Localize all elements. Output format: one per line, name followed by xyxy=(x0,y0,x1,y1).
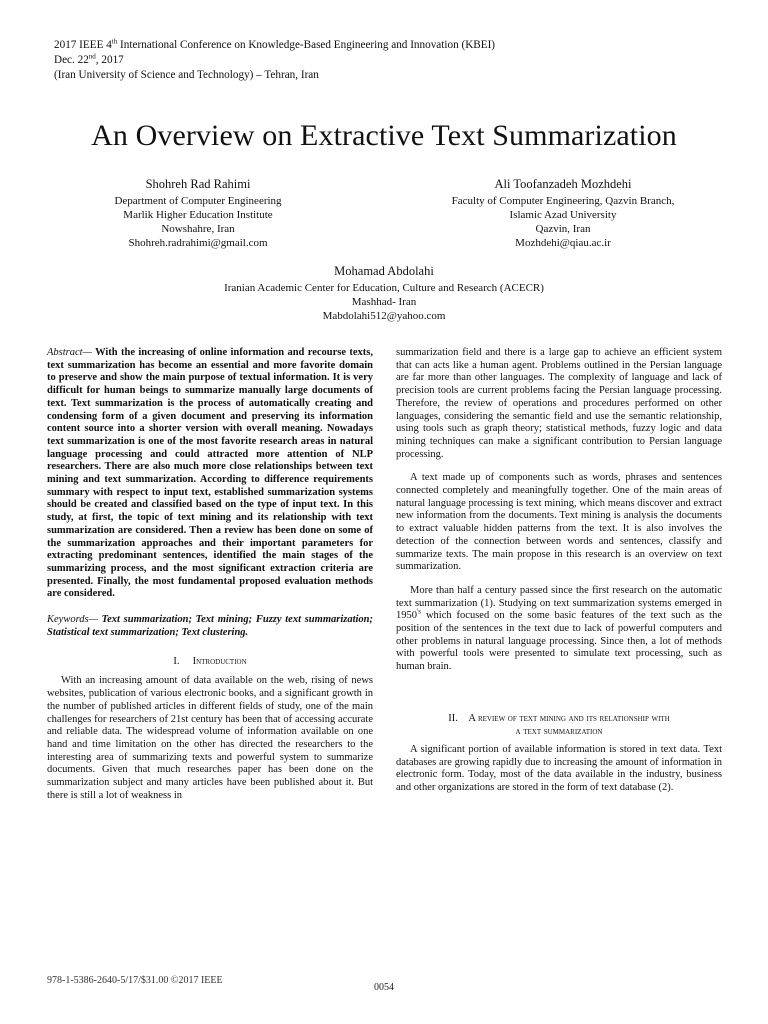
section-number: II. xyxy=(448,712,458,724)
author-affiliation: Marlik Higher Education Institute xyxy=(123,209,273,221)
author-name: Ali Toofanzadeh Mozhdehi xyxy=(494,177,632,191)
conference-name: 2017 IEEE 4th International Conference on Knowledge-Based Engineering and Innovation (KBEI) xyxy=(54,37,496,51)
keywords-text: Text summarization; Text mining; Fuzzy text summarization; Statistical text summarization; Text clustering. xyxy=(47,614,373,638)
paragraph: More than half a century passed since the first research on the automatic text summarization (1). Studying on text summarization systems emerged in $1950^{'s}$ which focused on the some basic features of the text such as the position of the sentences in the text due to lack of powerful computers and other problems in natural language processing. Since then, a lot of methods with powerful tools were presented to simulate text processing, such as human brain. xyxy=(396,584,722,673)
page-number: 0054 xyxy=(374,982,394,993)
paragraph: A significant portion of available information is stored in text data. Text databases are growing rapidly due to increasing the amount of information in electronic form. Today, most of the data available in the industry, business and other organizations are stored in the form of text database (2). xyxy=(396,743,722,793)
author-name: Mohamad Abdolahi xyxy=(334,264,434,278)
author-block-3 xyxy=(184,263,584,323)
keywords xyxy=(47,614,373,639)
paper-title: An Overview on Extractive Text Summarization xyxy=(91,119,677,152)
copyright-notice: 978-1-5386-2640-5/17/$31.00 ©2017 IEEE xyxy=(47,975,223,986)
author-email[interactable]: Mozhdehi@qiau.ac.ir xyxy=(515,237,611,249)
conference-date: Dec. 22nd, 2017 xyxy=(54,52,124,66)
author-affiliation: Islamic Azad University xyxy=(509,209,617,221)
abstract-label: Abstract— xyxy=(47,347,92,358)
conference-header xyxy=(54,38,495,83)
left-column xyxy=(47,347,373,803)
author-affiliation: Faculty of Computer Engineering, Qazvin Branch, xyxy=(451,195,675,207)
abstract-text: With the increasing of online information and recourse texts, text summarization has become an essential and more favorite domain to preserve and show the main purpose of textual information. It is very difficult for human beings to summarize manually large documents of text. Text summarization is the process of automatically creating and condensing form of a given document and preserving its information content source into a shorter version with overall meaning. Nowadays text summarization is one of the most favorite research areas in natural language processing and could attracted more attention of NLP researchers. There are also much more close relationships between text mining and text summarization. According to difference requirements summary with respect to input text, established summarization systems should be created and classified based on the type of input text. In this study, at first, the topic of text mining and its relationship with text summarization are considered. Then a review has been done on some of the summarization approaches and their important parameters for extracting predominant sentences, identified the main stages of the summarizing process, and the most significant extraction criteria are presented. Finally, the most fundamental proposed evaluation methods are considered. xyxy=(47,347,373,600)
author-affiliation: Iranian Academic Center for Education, Culture and Research (ACECR) xyxy=(224,282,544,294)
paragraph: A text made up of components such as words, phrases and sentences connected completely and meaningfully together. One of the main areas of natural language processing is text mining, which means discover and extract new information from the documents. Text mining is analysis the documents to extract valuable hidden patterns from the text. It is also involves the detection of the connection between words and sentences, classify and summarize texts. The main propose in this research is an overview on text summarization. xyxy=(396,472,722,573)
author-block-1 xyxy=(63,176,333,250)
paragraph: With an increasing amount of data available on the web, rising of news websites, publication of various electronic books, and a significant growth in the number of published articles in different fields of study, one of the main challenges for researchers of 21st century has been that of accessing accurate and reliable data. The widespread volume of information available on one hand and time limitation on the other has directed the researchers to the interesting area of summarizing texts and powerful system to summarize documents. Given that much researches paper has been done on the summarization subject and many articles have been published about it. But there is still a lot of weakness in xyxy=(47,675,373,801)
conference-location: (Iran University of Science and Technology) – Tehran, Iran xyxy=(54,69,319,81)
section-title: Introduction xyxy=(192,656,247,668)
author-affiliation: Department of Computer Engineering xyxy=(114,195,282,207)
section-title-continued: a text summarization xyxy=(515,725,603,737)
section-title: A review of text mining and its relationship with xyxy=(468,712,670,724)
keywords-label: Keywords— xyxy=(47,614,98,626)
paragraph: summarization field and there is a large gap to achieve an efficient system that can acts like a human agent. Problems outlined in the Persian language are far more than other languages. The complexity of language and lack of precision tools are current problems facing the Persian language processing. Therefore, the review of operations and procedures performed on other languages, considering the semantic field and use the semantic relationship, using tools such as graph theory; statistical methods, fuzzy logic and data mining techniques can make a significant contribution to Persian language processing. xyxy=(396,347,722,460)
author-location: Mashhad- Iran xyxy=(351,296,417,308)
right-column xyxy=(396,347,722,795)
author-name: Shohreh Rad Rahimi xyxy=(145,177,251,191)
author-location: Nowshahre, Iran xyxy=(161,223,235,235)
author-email[interactable]: Mabdolahi512@yahoo.com xyxy=(322,310,446,322)
section-heading-review xyxy=(396,712,722,738)
author-email[interactable]: Shohreh.radrahimi@gmail.com xyxy=(128,237,268,249)
author-block-2 xyxy=(418,176,708,250)
abstract xyxy=(47,347,373,601)
section-number: I. xyxy=(173,656,180,668)
section-heading-introduction xyxy=(47,655,373,668)
author-location: Qazvin, Iran xyxy=(535,223,591,235)
